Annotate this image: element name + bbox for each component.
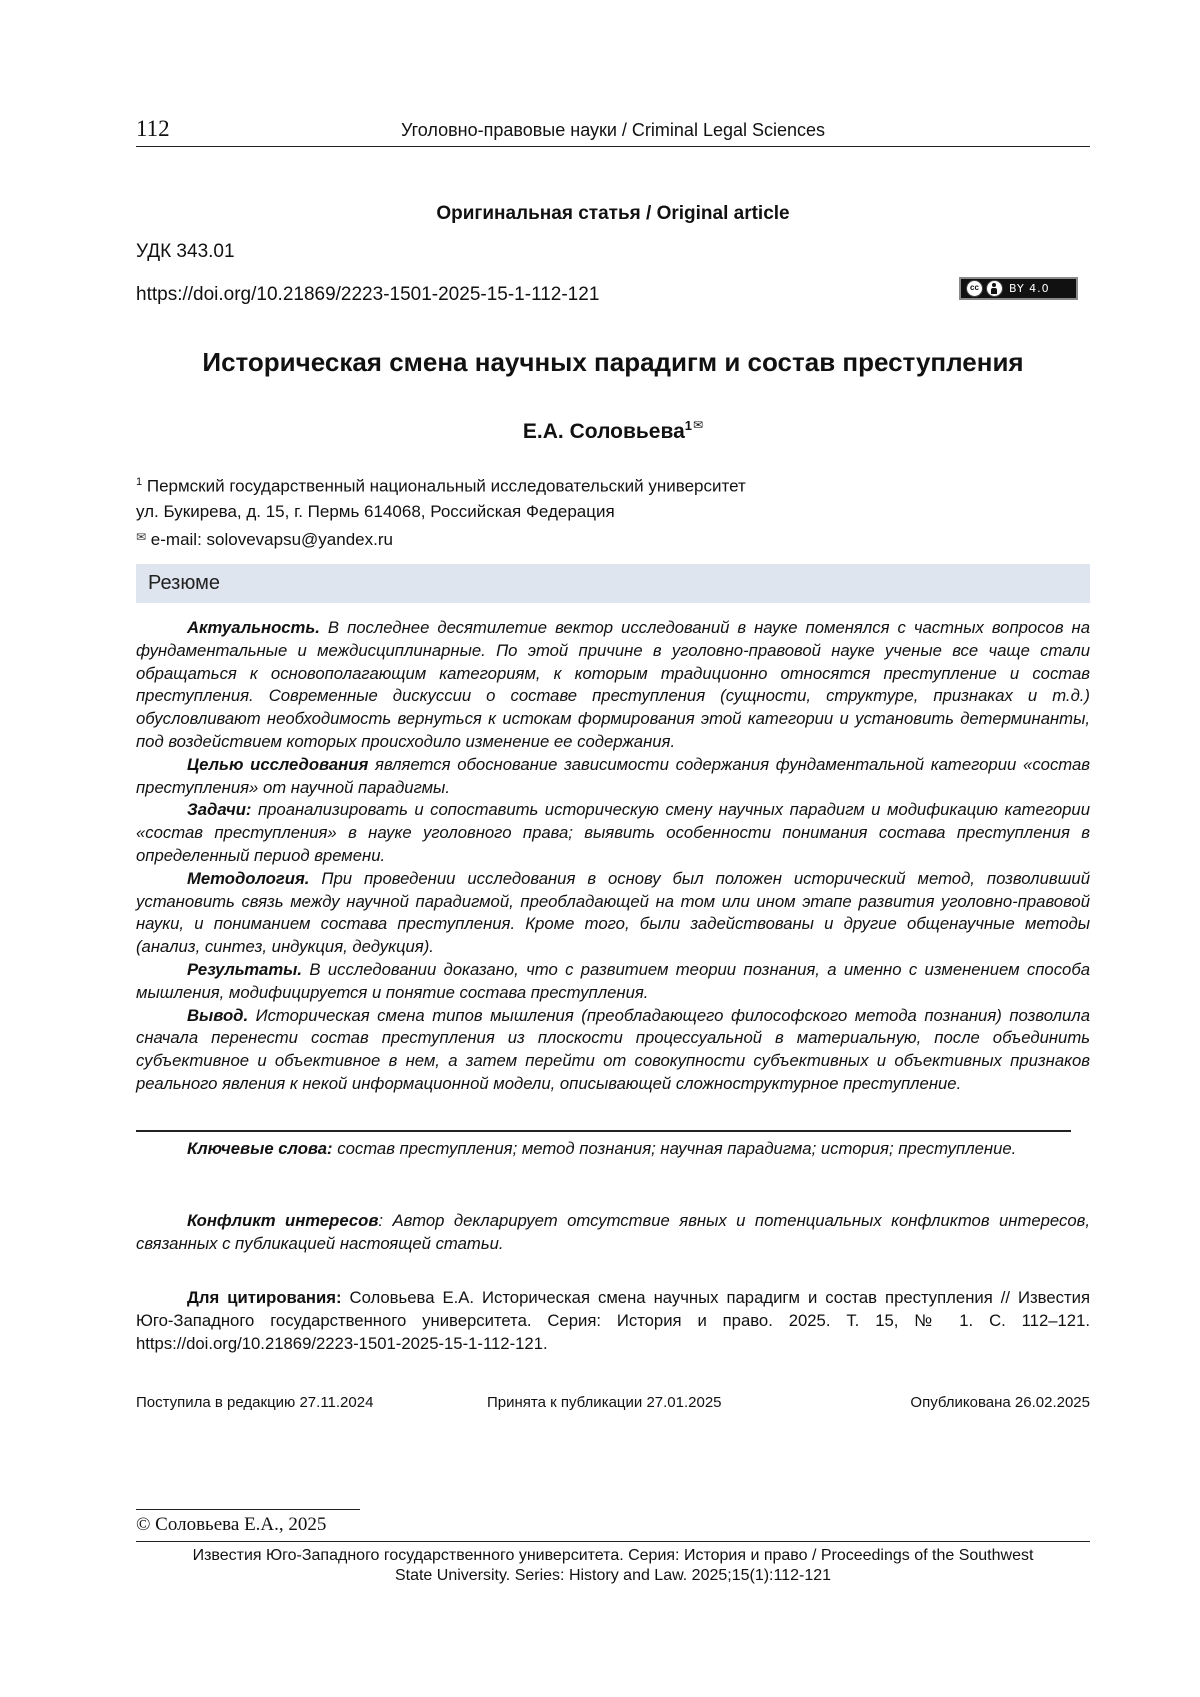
creative-commons-by-icon[interactable] <box>959 277 1078 300</box>
author-line <box>136 418 1090 444</box>
abstract-paragraph: Методология. При проведении исследования в основу был положен исторический метод, позволивший установить связь между научной парадигмой, преобладающей на том или ином этапе развития уголовно-правовой науки, и пониманием состава преступления. Кроме того, были задействованы и другие общенаучные методы (анализ, синтез, индукция, дедукция). <box>136 868 1090 957</box>
citation <box>136 1287 1090 1355</box>
udc-code: УДК 343.01 <box>136 241 235 262</box>
accepted-date: Принята к публикации 27.01.2025 <box>487 1394 722 1411</box>
keywords-label: Ключевые слова: <box>187 1139 333 1158</box>
abstract-paragraph: Вывод. Историческая смена типов мышления (преобладающего философского метода познания) позволила сначала перенести состав преступления из плоскости процессуальной в материальную, после объединить субъективное и объективное в нем, а затем перейти от совокупности субъективных и объективных признаков реального явления к некой информационной модели, описывающей сложноструктурное преступление. <box>136 1005 1090 1093</box>
footer-rule <box>136 1541 1090 1542</box>
copyright-rule <box>136 1509 360 1510</box>
mail-icon[interactable]: ✉ <box>693 418 704 432</box>
citation-label: Для цитирования: <box>187 1288 342 1307</box>
keywords <box>136 1138 1090 1161</box>
conflict-text: : Автор декларирует отсутствие явных и потенциальных конфликтов интересов, связанных с публикацией настоящей статьи. <box>136 1211 1090 1253</box>
summary-heading-bar <box>136 564 1090 603</box>
affiliation-line-1: $^1$ Пермский государственный национальный исследовательский университет <box>136 476 746 496</box>
journal-footer <box>136 1546 1090 1586</box>
conflict-of-interest <box>136 1210 1090 1256</box>
footer-line-1: Известия Юго-Западного государственного университета. Серия: История и право / Proceedings of the Southwest <box>192 1547 1034 1564</box>
author-name: Е.А. Соловьева <box>522 420 685 443</box>
page-number: 112 <box>136 116 170 141</box>
publication-dates <box>136 1394 1090 1418</box>
keywords-text: состав преступления; метод познания; научная парадигма; история; преступление. <box>332 1139 1017 1158</box>
affiliation <box>136 470 746 524</box>
attribution-icon <box>986 280 1003 297</box>
article-type: Оригинальная статья / Original article <box>436 203 790 224</box>
journal-section-title: Уголовно-правовые науки / Criminal Legal Sciences <box>400 120 826 140</box>
running-header <box>136 116 1090 147</box>
citation-text: Соловьева Е.А. Историческая смена научных парадигм и состав преступления // Известия Юго-Западного государственного университета. Серия: История и право. 2025. Т. 15, № 1. С. 112–121. https://doi.org/10.21869/2223-1501-2025-15-1-112-121. <box>136 1288 1090 1353</box>
article-title: Историческая смена научных парадигм и состав преступления <box>202 347 1024 377</box>
summary-heading: Резюме <box>148 572 220 594</box>
conflict-label: Конфликт интересов <box>187 1211 379 1230</box>
abstract <box>136 617 1090 1096</box>
received-date: Поступила в редакцию 27.11.2024 <box>136 1394 374 1411</box>
doi-link[interactable]: https://doi.org/10.21869/2223-1501-2025-15-1-112-121 <box>136 284 600 305</box>
abstract-paragraph: Целью исследования является обоснование зависимости содержания фундаментальной категории «состав преступления» от научной парадигмы. <box>136 754 1090 797</box>
abstract-paragraph: Результаты. В исследовании доказано, что с развитием теории познания, а именно с изменением способа мышления, модифицируется и понятие состава преступления. <box>136 959 1090 1002</box>
envelope-icon: ✉ <box>136 530 147 544</box>
affiliation-mark: 1 <box>136 476 143 488</box>
copyright-notice: © Соловьева Е.А., 2025 <box>136 1514 327 1535</box>
published-date: Опубликована 26.02.2025 <box>910 1394 1090 1411</box>
abstract-paragraph: Задачи: проанализировать и сопоставить историческую смену научных парадигм и модификацию категории «состав преступления» в науке уголовного права; выявить особенности понимания состава преступления в определенный период времени. <box>136 800 1090 865</box>
abstract-paragraph: Актуальность. В последнее десятилетие вектор исследований в науке поменялся с частных вопросов на фундаментальные и междисциплинарные. По этой причине в уголовно-правовой науке ученые все чаще стали обращаться к основополагающим категориям, к которым традиционно относятся преступление и состав преступления. Современные дискуссии о составе преступления (сущности, структуре, признаках и т.д.) обусловливают необходимость вернуться к истокам формирования этой категории и установить детерминанты, под воздействием которых происходило изменение ее содержания. <box>136 618 1090 751</box>
cc-icon: cc <box>966 280 983 297</box>
footer-line-2: State University. Series: History and Law. 2025;15(1):112-121 <box>394 1567 832 1584</box>
license-label: BY 4.0 <box>1009 282 1050 295</box>
email-text[interactable]: e-mail: solovevapsu@yandex.ru <box>146 530 393 549</box>
author-affiliation-mark: 1 <box>684 418 693 433</box>
affiliation-address: ул. Букирева, д. 15, г. Пермь 614068, Российская Федерация <box>136 501 615 521</box>
abstract-divider <box>136 1130 1071 1132</box>
author-email <box>136 530 393 550</box>
